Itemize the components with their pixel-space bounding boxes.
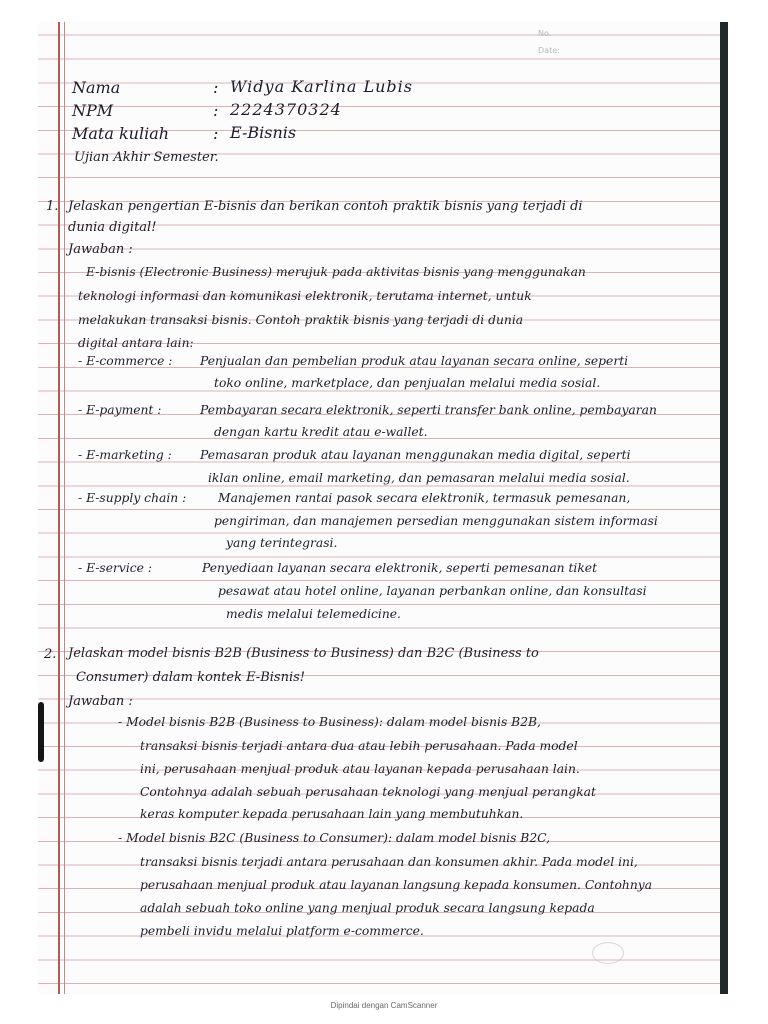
q2-b2b-line: - Model bisnis B2B (Business to Business): dalam model bisnis B2B,	[118, 715, 541, 729]
name-separator: :	[213, 78, 219, 97]
q2-b2b-line: transaksi bisnis terjadi antara dua atau lebih perusahaan. Pada model	[140, 739, 578, 753]
q1-item-term: - E-commerce :	[78, 354, 173, 368]
npm-separator: :	[213, 101, 219, 120]
scanner-watermark: Dipindai dengan CamScanner	[330, 1001, 438, 1010]
name-value: Widya Karlina Lubis	[230, 77, 413, 96]
q1-item-line: Pemasaran produk atau layanan menggunakan media digital, seperti	[200, 448, 631, 462]
page-number-label: No.	[538, 29, 552, 38]
page-edge-shadow	[720, 22, 728, 994]
q1-item-line: Penyediaan layanan secara elektronik, seperti pemesanan tiket	[202, 561, 598, 575]
q2-b2c-line: adalah sebuah toko online yang menjual produk secara langsung kepada	[140, 901, 595, 915]
margin-line	[58, 22, 60, 994]
q1-number: 1.	[46, 199, 59, 214]
q2-b2b-line: keras komputer kepada perusahaan lain yang membutuhkan.	[140, 807, 524, 821]
q1-item-term: - E-marketing :	[78, 448, 172, 462]
q1-item-line: toko online, marketplace, dan penjualan melalui media sosial.	[214, 376, 601, 390]
q1-intro-line: melakukan transaksi bisnis. Contoh praktik bisnis yang terjadi di dunia	[78, 313, 524, 327]
q1-item-term: - E-service :	[78, 561, 152, 575]
q2-question-line1: Jelaskan model bisnis B2B (Business to Business) dan B2C (Business to	[68, 646, 539, 661]
q1-item-line: pengiriman, dan manajemen persedian menggunakan sistem informasi	[214, 514, 658, 528]
name-label: Nama	[72, 78, 121, 97]
exam-title: Ujian Akhir Semester.	[74, 150, 219, 165]
q2-number: 2.	[44, 647, 57, 662]
q1-question-line2: dunia digital!	[68, 220, 157, 235]
q1-item-term: - E-payment :	[78, 403, 162, 417]
q1-intro-line: teknologi informasi dan komunikasi elektronik, terutama internet, untuk	[78, 289, 532, 303]
q1-intro-line: E-bisnis (Electronic Business) merujuk pada aktivitas bisnis yang menggunakan	[86, 265, 586, 279]
npm-value: 2224370324	[230, 100, 342, 119]
q1-item-line: iklan online, email marketing, dan pemasaran melalui media sosial.	[208, 471, 630, 485]
q1-item-term: - E-supply chain :	[78, 491, 187, 505]
course-value: E-Bisnis	[230, 123, 297, 142]
q2-b2c-line: perusahaan menjual produk atau layanan langsung kepada konsumen. Contohnya	[140, 878, 653, 892]
notebook-page	[38, 22, 728, 994]
npm-label: NPM	[72, 101, 114, 120]
q2-b2c-line: pembeli invidu melalui platform e-commerce.	[140, 924, 424, 938]
course-label: Mata kuliah	[72, 124, 170, 143]
q2-b2b-line: ini, perusahaan menjual produk atau layanan kepada perusahaan lain.	[140, 762, 580, 776]
binding-hole	[38, 702, 44, 762]
q2-b2c-line: transaksi bisnis terjadi antara perusahaan dan konsumen akhir. Pada model ini,	[140, 855, 638, 869]
q1-item-line: dengan kartu kredit atau e-wallet.	[214, 425, 428, 439]
q1-item-line: pesawat atau hotel online, layanan perbankan online, dan konsultasi	[218, 584, 647, 598]
q2-answer-label: Jawaban :	[68, 694, 133, 709]
margin-line-inner	[64, 22, 65, 994]
q1-answer-label: Jawaban :	[68, 242, 133, 257]
q1-item-line: Penjualan dan pembelian produk atau layanan secara online, seperti	[200, 354, 629, 368]
course-separator: :	[213, 124, 219, 143]
publisher-stamp	[592, 942, 624, 964]
q1-intro-line: digital antara lain:	[78, 336, 194, 350]
q2-b2b-line: Contohnya adalah sebuah perusahaan teknologi yang menjual perangkat	[140, 785, 596, 799]
q1-item-line: Pembayaran secara elektronik, seperti transfer bank online, pembayaran	[200, 403, 657, 417]
q2-question-line2: Consumer) dalam kontek E-Bisnis!	[76, 670, 306, 685]
q1-item-line: medis melalui telemedicine.	[226, 607, 401, 621]
q1-question-line1: Jelaskan pengertian E-bisnis dan berikan contoh praktik bisnis yang terjadi di	[68, 199, 583, 214]
q2-b2c-line: - Model bisnis B2C (Business to Consumer): dalam model bisnis B2C,	[118, 831, 551, 845]
page-date-label: Date:	[538, 46, 560, 55]
q1-item-line: yang terintegrasi.	[226, 536, 338, 550]
q1-item-line: Manajemen rantai pasok secara elektronik, termasuk pemesanan,	[218, 491, 631, 505]
